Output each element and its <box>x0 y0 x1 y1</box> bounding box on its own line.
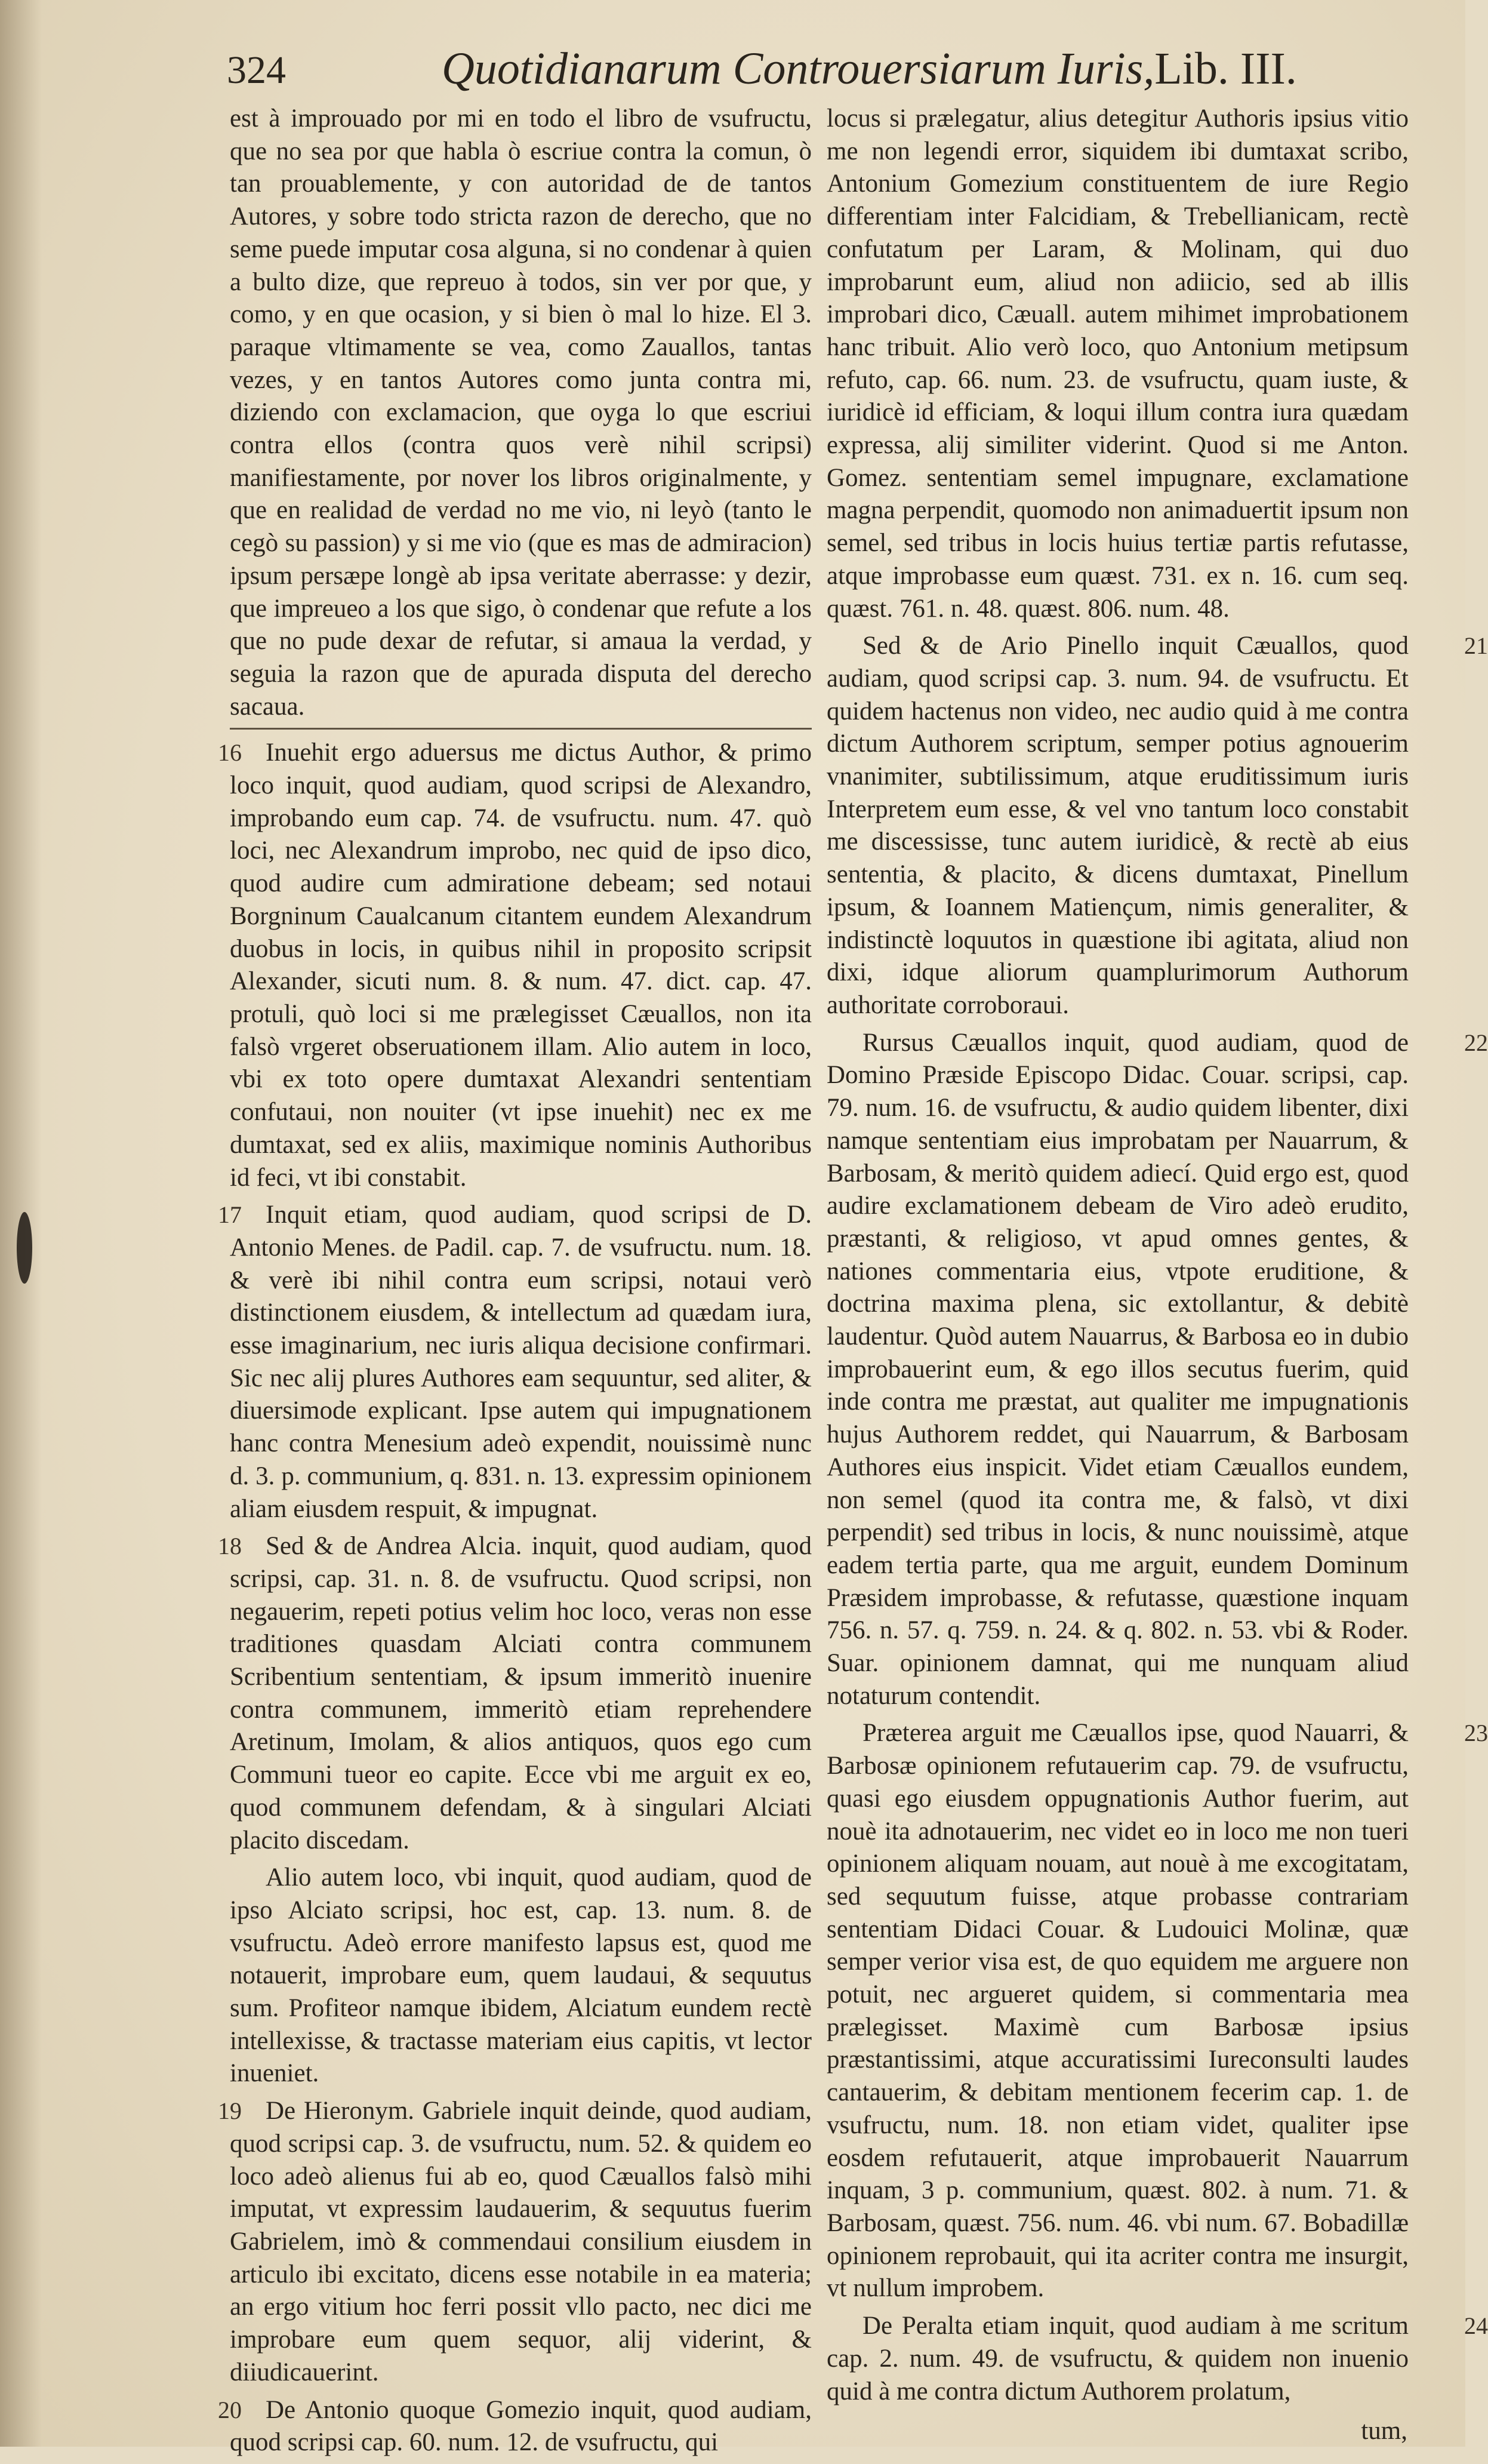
paragraph <box>218 2095 812 2389</box>
paragraph <box>827 2310 1488 2408</box>
paragraph <box>218 1530 812 1857</box>
paragraph-text: Inuehit ergo aduersus me dictus Author, & primo loco inquit, quod audiam, quod scripsi de Alexandro, improbando eum cap. 74. de vsufructu. num. 47. quò loci, nec Alexandrum improbo, nec quid de ipso dico, quod audire cum admiratione debeam; sed notaui Borgninum Caualcanum citantem eundem Alexandrum duobus in locis, in quibus nihil in proposito scripsit Alexander, sicuti num. 8. & num. 47. dict. cap. 47. protuli, quò loci si me prælegisset Cæuallos, non ita falsò vrgeret obseruationem illam. Alio autem in loco, vbi ex toto opere dumtaxat Alexandri sententiam confutaui, non nouiter (vt ipse inuehit) nec ex me dumtaxat, sed ex aliis, maximique nominis Authoribus id feci, vt ibi constabit. <box>230 739 812 1192</box>
paragraph-text: De Hieronym. Gabriele inquit deinde, quod audiam, quod scripsi cap. 3. de vsufructu, num. 52. & quidem eo loco adeò alienus fui ab eo, quod Cæuallos falsò mihi imputat, vt expressim laudauerim, & sequutus fuerim Gabrielem, imò & commendaui consilium eiusdem in articulo ibi excitato, dicens esse notabile in ea materia; an ergo vitium hoc ferri possit vllo pacto, nec dici me improbare eum quem sequor, alij viderint, & diiudicauerint. <box>230 2097 812 2386</box>
paragraph <box>827 630 1488 1022</box>
margin-number: 18 <box>218 1533 242 1560</box>
paragraph-text: Alio autem loco, vbi inquit, quod audiam, quod de ipso Alciato scripsi, hoc est, cap. 13. num. 8. de vsufructu. Adeò errore manifesto lapsus est, quod me notauerit, improbare eum, quem laudaui, & sequutus sum. Profiteor namque ibidem, Alciatum eundem rectè intellexisse, & tractasse materiam eius capitis, vt lector inueniet. <box>230 1863 812 2088</box>
paragraph <box>230 1862 812 2090</box>
paragraph-text: Rursus Cæuallos inquit, quod audiam, quod de Domino Præside Episcopo Didac. Couar. scripsi, cap. 79. num. 16. de vsufructu, & audio quidem libenter, dixi namque sententiam eius improbatam per Nauarrum, & Barbosam, & meritò quidem adiecí. Quid ergo est, quod audire exclamationem debeam de Viro adeò erudito, præstanti, & religioso, vt apud omnes gentes, & nationes commentaria eius, vtpote eruditione, & doctrina maxima plena, sic extollantur, & debitè laudentur. Quòd autem Nauarrus, & Barbosa eo in dubio improbauerint eum, & ego illos secutus fuerim, quid inde contra me præstat, aut qualiter me impugnationis hujus Authorem reddet, qui Nauarrum, & Barbosam Authores eius inspicit. Videt etiam Cæuallos eundem, non semel (quod ita contra me, & falsò, vt dixi perpendit) sed tribus in locis, & nunc nouissimè, atque eadem tertia parte, qua me arguit, eundem Dominum Præsidem improbasse, & refutasse, quæstione inquam 756. n. 57. q. 759. n. 24. & q. 802. n. 53. vbi & Roder. Suar. opinionem damnat, qui me nunquam aliud notaturum contendit. <box>827 1028 1409 1710</box>
ink-blot <box>17 1212 32 1284</box>
paragraph-text: Præterea arguit me Cæuallos ipse, quod Nauarri, & Barbosæ opinionem refutauerim cap. 79. de vsufructu, quasi ego eiusdem oppugnationis Author fuerim, aut nouè ita adnotauerim, nec videt eo in loco me non tueri opinionem aliquam nouam, aut nouè à me excogitatam, sed sequutum fuisse, atque probasse contrariam sententiam Didaci Couar. & Ludouici Molinæ, quæ semper verior visa est, de quo equidem me arguere non potuit, nec argueret quidem, si commentaria mea prælegisset. Maximè cum Barbosæ ipsius præstantissimi, atque accuratissimi Iureconsulti laudes cantauerim, & debitam mentionem fecerim cap. 1. de vsufructu, num. 18. non etiam videt, qualiter ipse eosdem refutauerit, atque improbauerit Nauarrum inquam, 3 p. communium, quæst. 802. à num. 71. & Barbosam, quæst. 756. num. 46. vbi num. 67. Bobadillæ opinionem reprobauit, qui ita acriter contra me insurgit, vt nullum improbem. <box>827 1719 1409 2303</box>
paragraph <box>827 1027 1488 1713</box>
page-number: 324 <box>227 48 286 92</box>
paragraph <box>230 103 812 723</box>
paragraph-text: est à improuado por mi en todo el libro de vsufructu, que no sea por que habla ò escriue contra la comun, ò tan prouablemente, y con autoridad de de tantos Autores, y sobre todo stricta razon de derecho, que no seme puede imputar cosa alguna, si no condenar à quien a bulto dize, que repreuo à todos, sin ver por que, y como, y en que ocasion, y si bien ò mal lo hize. El 3. paraque vltimamente se vea, como Zauallos, tantas vezes, y en tantos Autores como junta contra mi, diziendo con exclamacion, que oyga lo que escriui contra ellos (contra quos verè nihil scripsi) manifiestamente, por nover los libros originalmente, y que en realidad de verdad no me vio, ni leyò (tanto le cegò su passion) y si me vio (que es mas de admiracion) ipsum persæpe longè ab ipsa veritate aberrasse: y dezir, que impreueo a los que sigo, ò condenar que refute a los que no pude dexar de refutar, si amaua la verdad, y seguia la razon que de apurada disputa del derecho sacaua. <box>230 104 812 721</box>
margin-number: 22 <box>1464 1029 1488 1056</box>
paragraph-text: locus si prælegatur, alius detegitur Authoris ipsius vitio me non legendi error, siquidem ibi dumtaxat scribo, Antonium Gomezium constituentem de iure Regio differentiam inter Falcidiam, & Trebellianicam, rectè confutatum per Laram, & Molinam, qui duo improbarunt eum, aliud non adiicio, sed ab illis improbari dico, Cæuall. autem mihimet improbationem hanc tribuit. Alio verò loco, quo Antonium metipsum refuto, cap. 66. num. 23. de vsufructu, quam iuste, & iuridicè id efficiam, & loqui illum contra iura quædam expressa, alij similiter viderint. Quod si me Anton. Gomez. sententiam semel impugnare, exclamatione magna perpendit, quomodo non animaduertit ipsum non semel, sed tribus in locis huius tertiæ partis refutasse, atque improbasse eum quæst. 731. ex n. 16. cum seq. quæst. 761. n. 48. quæst. 806. num. 48. <box>827 104 1409 623</box>
running-title <box>442 43 1297 95</box>
margin-number: 24 <box>1464 2312 1488 2340</box>
paragraph <box>827 103 1409 625</box>
paragraph-text: Sed & de Ario Pinello inquit Cæuallos, quod audiam, quod scripsi cap. 3. num. 94. de vsufructu. Et quidem hactenus non video, nec audio quid à me contra dictum Authorem scriptum, semper potius agnouerim vnanimiter, subtilissimum, atque eruditissimum iuris Interpretem eum esse, & vel vno tantum loco constabit me discessisse, tunc autem iuridicè, & rectè ab eius sententia, & placito, & dicens dumtaxat, Pinellum ipsum, & Ioannem Matiençum, nimis generaliter, & indistinctè loquutos in quæstione ibi agitata, aliud non dixi, idque aliorum quamplurimorum Authorum authoritate corroboraui. <box>827 632 1409 1019</box>
page-header <box>227 43 1297 97</box>
margin-number: 16 <box>218 739 242 767</box>
margin-number: 19 <box>218 2097 242 2125</box>
margin-number: 20 <box>218 2396 242 2423</box>
section-rule <box>230 728 812 730</box>
paragraph <box>218 1199 812 1525</box>
paragraph-text: De Peralta etiam inquit, quod audiam à me scritum cap. 2. num. 49. de vsufructu, & quidem non inuenio quid à me contra dictum Authorem prolatum, <box>827 2312 1409 2405</box>
margin-number: 21 <box>1464 632 1488 660</box>
paragraph <box>827 1717 1488 2305</box>
paragraph-text: De Antonio quoque Gomezio inquit, quod audiam, quod scripsi cap. 60. num. 12. de vsufructu, qui <box>230 2395 812 2457</box>
catchword: tum, <box>1361 2416 1407 2445</box>
left-column <box>218 103 812 2464</box>
margin-number: 17 <box>218 1201 242 1229</box>
right-column <box>827 103 1488 2445</box>
margin-number: 23 <box>1464 1719 1488 1747</box>
paragraph-text: Inquit etiam, quod audiam, quod scripsi de D. Antonio Menes. de Padil. cap. 7. de vsufructu. num. 18. & verè ibi nihil contra eum scripsi, notaui verò distinctionem eiusdem, & intellectum ad quædam iura, esse imaginarium, nec iuris aliqua decisione confirmari. Sic nec alij plures Authores eam sequuntur, sed aliter, & diuersimode explicant. Ipse autem qui impugnationem hanc contra Menesium adeò expendit, nouissimè nunc d. 3. p. communium, q. 831. n. 13. expressim opinionem aliam eiusdem respuit, & impugnat. <box>230 1201 812 1523</box>
running-book: Lib. III. <box>1154 44 1297 94</box>
paragraph <box>218 2394 812 2459</box>
running-title-text: Quotidianarum Controuersiarum Iuris, <box>442 44 1155 94</box>
paragraph <box>218 737 812 1194</box>
paragraph-text: Sed & de Andrea Alcia. inquit, quod audiam, quod scripsi, cap. 31. n. 8. de vsufructu. Quod scripsi, non negauerim, repeti potius velim hoc loco, veras non esse traditiones quasdam Alciati contra communem Scribentium sententiam, & ipsum immeritò inuenire contra communem, immeritò etiam reprehendere Aretinum, Imolam, & alios antiquos, quos ego cum Communi tueor eo capite. Ecce vbi me arguit ex eo, quod communem defendam, & à singulari Alciati placito discedam. <box>230 1532 812 1854</box>
